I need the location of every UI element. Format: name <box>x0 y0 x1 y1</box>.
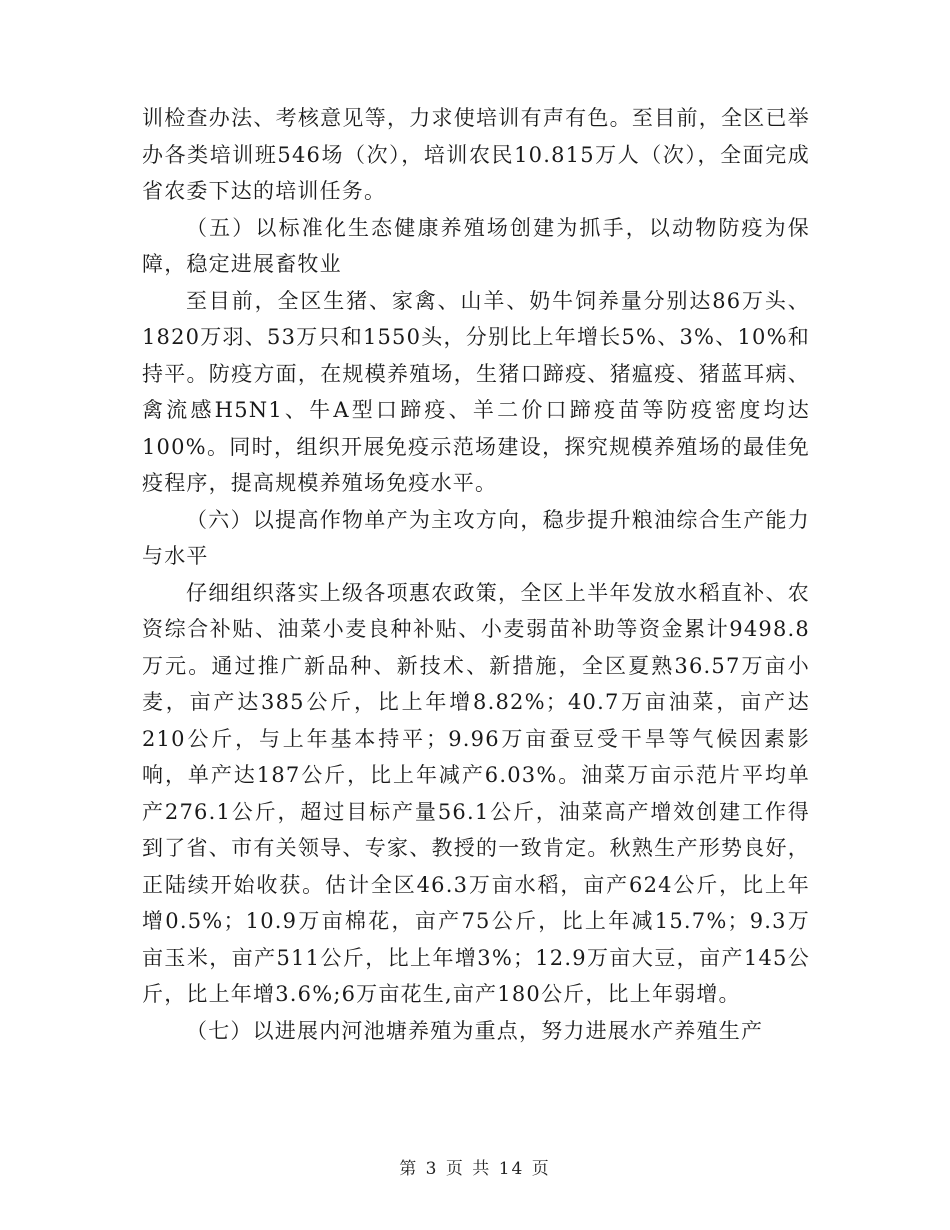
page-body <box>142 100 810 1049</box>
body-paragraph-training: 训检查办法、考核意见等，力求使培训有声有色。至目前，全区已举办各类培训班546场（次），培训农民10.815万人（次），全面完成省农委下达的培训任务。 <box>142 106 810 203</box>
section-heading-aquaculture: （七）以进展内河池塘养殖为重点，努力进展水产养殖生产 <box>186 1018 764 1043</box>
body-paragraph-livestock: 至目前，全区生猪、家禽、山羊、奶牛饲养量分别达86万头、1820万羽、53万只和1550头，分别比上年增长5%、3%、10%和持平。防疫方面，在规模养殖场，生猪口蹄疫、猪瘟疫、猪蓝耳病、禽流感H5N1、牛A型口蹄疫、羊二价口蹄疫苗等防疫密度均达100%。同时，组织开展免疫示范场建设，探究规模养殖场的最佳免疫程序，提高规模养殖场免疫水平。 <box>142 288 810 495</box>
page-footer: 第 3 页 共 14 页 <box>399 1159 551 1179</box>
section-heading-livestock: （五）以标准化生态健康养殖场创建为抓手，以动物防疫为保障，稳定进展畜牧业 <box>142 215 810 276</box>
section-heading-grain-oil: （六）以提高作物单产为主攻方向，稳步提升粮油综合生产能力与水平 <box>142 507 810 568</box>
body-paragraph-grain-oil: 仔细组织落实上级各项惠农政策，全区上半年发放水稻直补、农资综合补贴、油菜小麦良种补贴、小麦弱苗补助等资金累计9498.8万元。通过推广新品种、新技术、新措施，全区夏熟36.57万亩小麦，亩产达385公斤，比上年增8.82%；40.7万亩油菜，亩产达210公斤，与上年基本持平；9.96万亩蚕豆受干旱等气候因素影响，单产达187公斤，比上年减产6.03%。油菜万亩示范片平均单产276.1公斤，超过目标产量56.1公斤，油菜高产增效创建工作得到了省、市有关领导、专家、教授的一致肯定。秋熟生产形势良好，正陆续开始收获。估计全区46.3万亩水稻，亩产624公斤，比上年增0.5%；10.9万亩棉花，亩产75公斤，比上年减15.7%；9.3万亩玉米，亩产511公斤，比上年增3%；12.9万亩大豆，亩产145公斤，比上年增3.6%;6万亩花生,亩产180公斤，比上年弱增。 <box>142 580 810 1006</box>
